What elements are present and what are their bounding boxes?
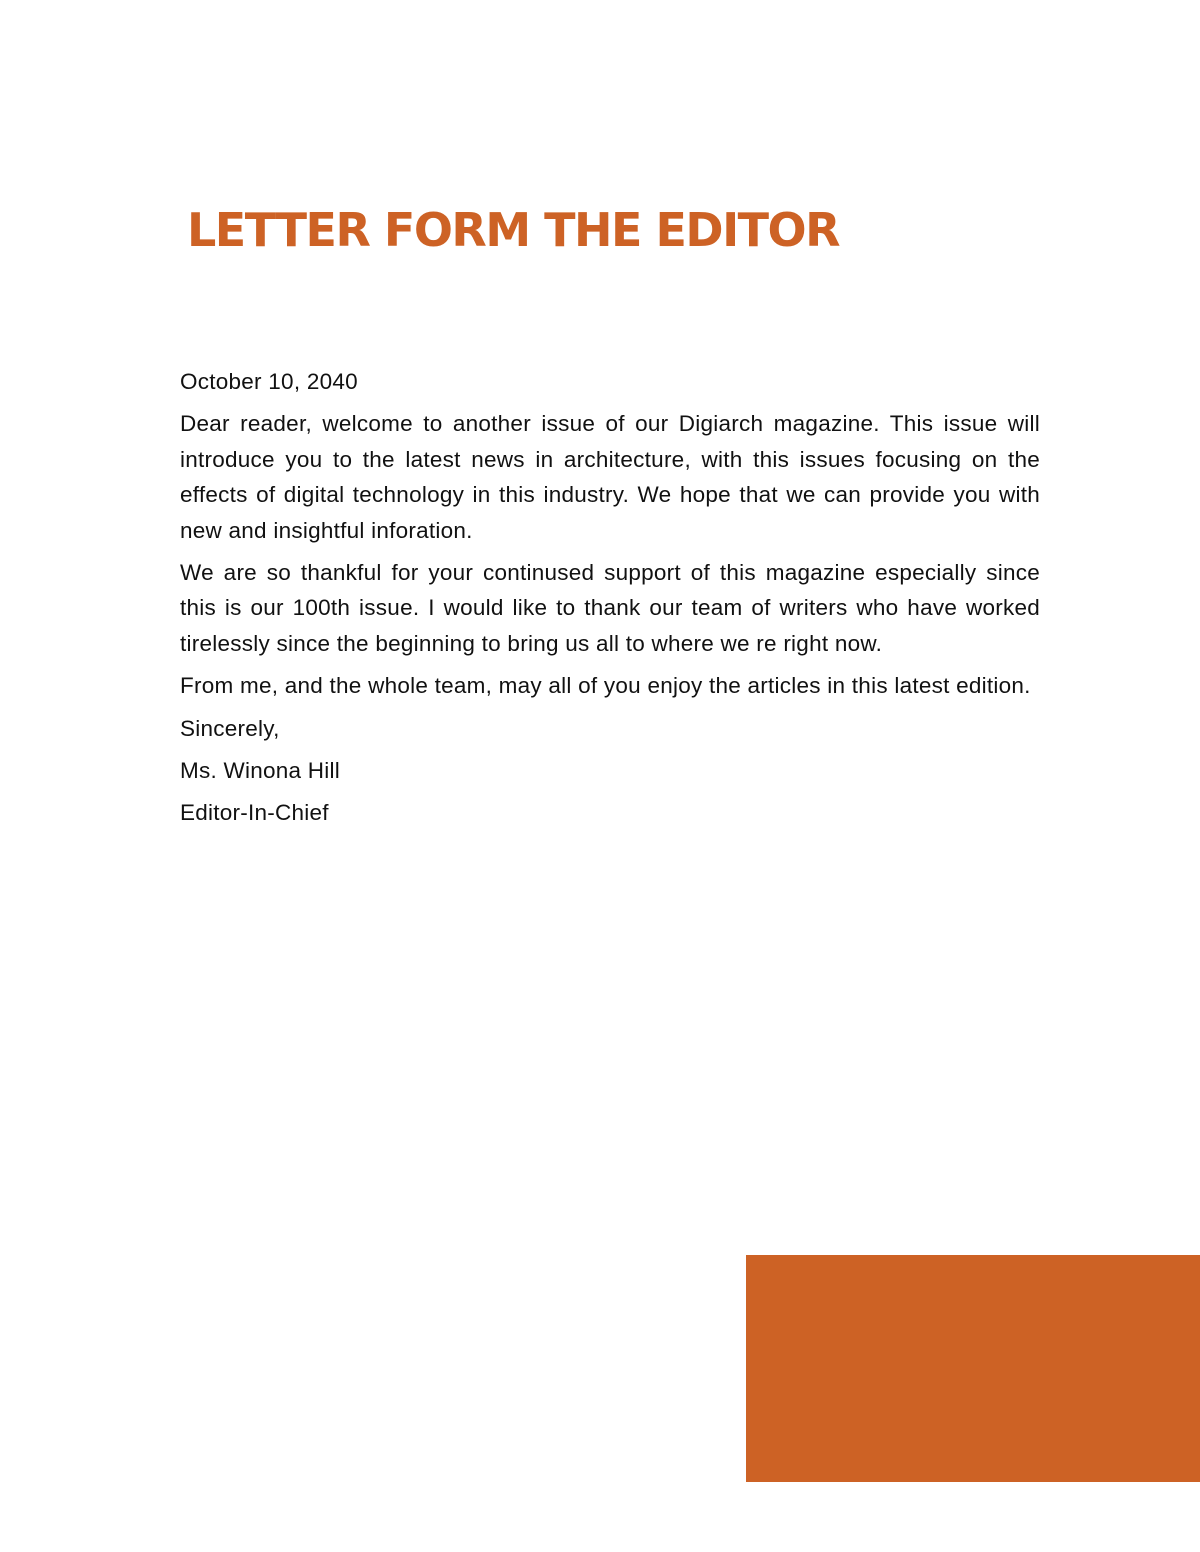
- letter-paragraph: From me, and the whole team, may all of you enjoy the articles in this latest edition.: [180, 673, 1031, 699]
- signer-title: Editor-In-Chief: [180, 800, 329, 826]
- letter-date: October 10, 2040: [180, 369, 358, 394]
- page-title: LETTER FORM THE EDITOR: [187, 203, 840, 257]
- letter-paragraph: We are so thankful for your continused support of this magazine especially since this is our 100th issue. I would like to thank our team of writers who have worked tirelessly since the beginning to bring us all to where we re right now.: [180, 560, 1040, 656]
- accent-block: [746, 1255, 1200, 1482]
- letter-closing: Sincerely,: [180, 715, 280, 741]
- signer-name: Ms. Winona Hill: [180, 758, 341, 784]
- letter-body: [180, 364, 1040, 838]
- letter-paragraph: Dear reader, welcome to another issue of our Digiarch magazine. This issue will introduce you to the latest news in architecture, with this issues focusing on the effects of digital technology in this industry. We hope that we can provide you with new and insightful inforation.: [180, 411, 1040, 543]
